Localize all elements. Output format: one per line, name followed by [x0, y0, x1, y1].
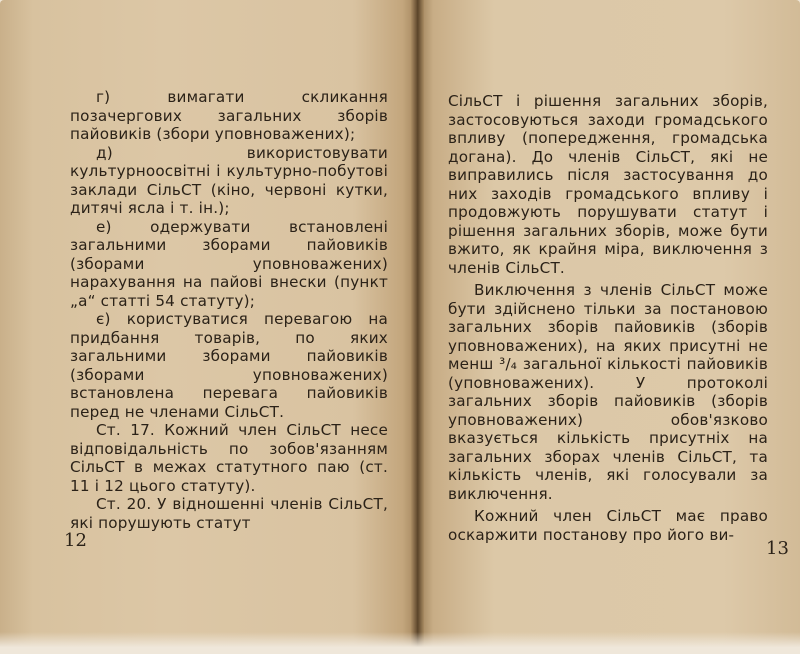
- paragraph-ye: є) користуватися перевагою на придбання товарів, по яких загальними зборами пайовиків (зборами уповноважених) встановлена перевага пайовиків перед не членами СільСТ.: [70, 310, 388, 421]
- paragraph-g: г) вимагати скликання позачергових загальних зборів пайовиків (збори уповноважених);: [70, 88, 388, 143]
- paragraph-exclusion: Виключення з членів СільСТ може бути здійснено тільки за постановою загальних зборів пайовиків (зборів уповноважених), на яких присутні не менш ³/₄ загальної кількості пайовиків (уповноважених). У протоколі загальних зборів пайовиків (зборів уповноважених) обов'язково вказується кількість присутніх на загальних зборах членів СільСТ, та кількість членів, які голосували за виключення.: [448, 281, 768, 503]
- page-number-left: 12: [64, 530, 87, 551]
- right-page-text: [448, 92, 768, 544]
- paragraph-continuation: СільСТ і рішення загальних зборів, застосовуються заходи громадського впливу (попередження, громадська догана). До членів СільСТ, які не виправились після застосування до них заходів громадського впливу і продовжують порушувати статут і рішення загальних зборів, може бути вжито, як крайня міра, виключення з членів СільСТ.: [448, 92, 768, 277]
- paragraph-e: е) одержувати встановлені загальними зборами пайовиків (зборами уповноважених) нарахування на пайові внески (пункт „а“ статті 54 статуту);: [70, 217, 388, 310]
- paragraph-d: д) використовувати культурноосвітні і культурно-побутові заклади СільСТ (кіно, червоні кутки, дитячі ясла і т. ін.);: [70, 143, 388, 217]
- page-number-right: 13: [766, 538, 789, 559]
- article-17: Ст. 17. Кожний член СільСТ несе відповідальність по зобов'язанням СільСТ в межах статутного паю (ст. 11 і 12 цього статуту).: [70, 421, 388, 495]
- paragraph-appeal: Кожний член СільСТ має право оскаржити постанову про його ви-: [448, 507, 768, 544]
- page-bottom-edge: [0, 632, 800, 654]
- left-page-text: [70, 88, 388, 532]
- article-20: Ст. 20. У відношенні членів СільСТ, які порушують статут: [70, 495, 388, 532]
- book-gutter: [410, 0, 424, 654]
